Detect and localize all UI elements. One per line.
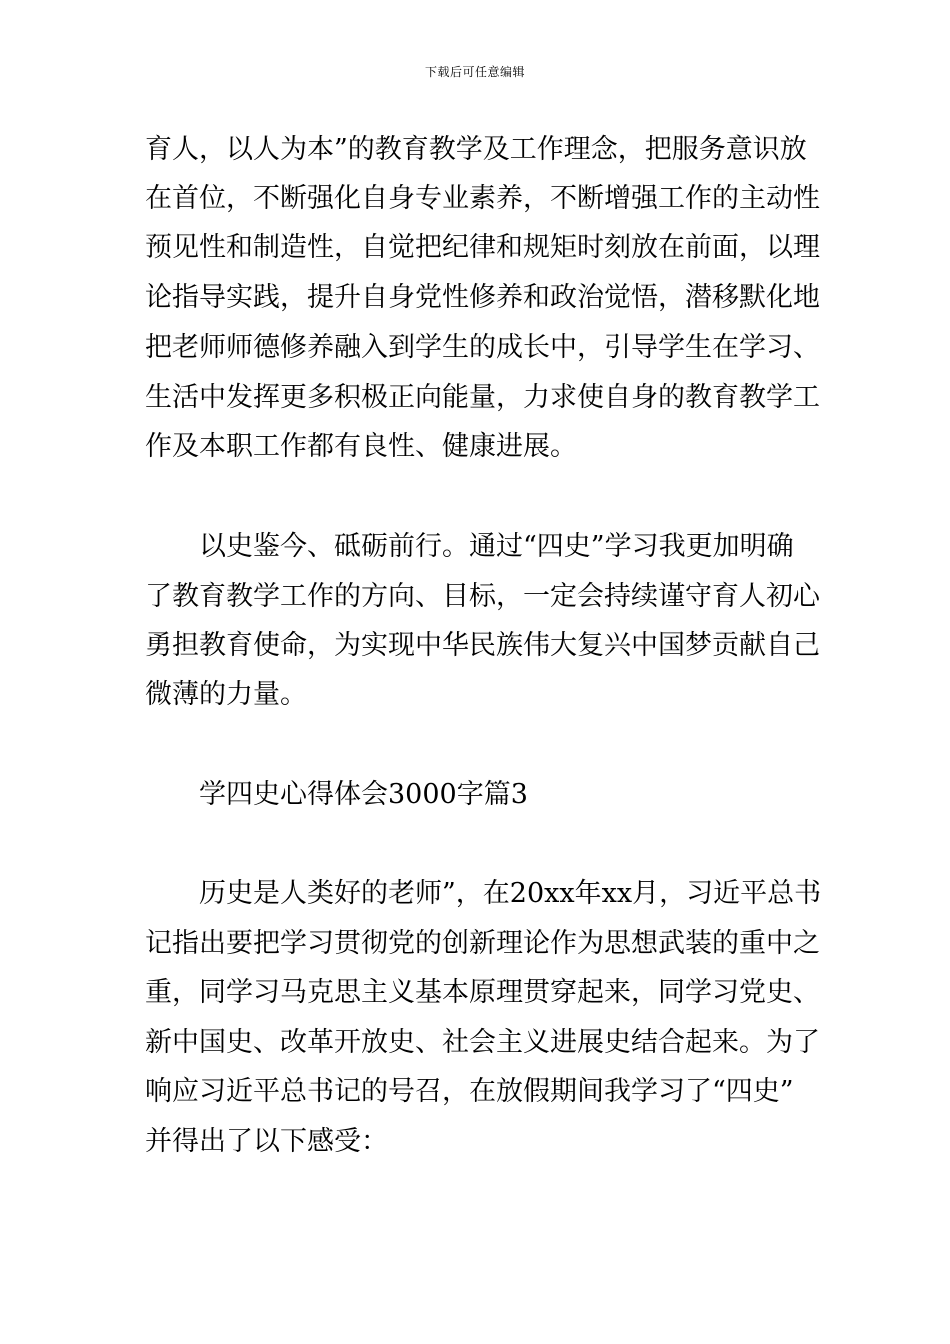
paragraph-line: 育人，以人为本”的教育教学及工作理念，把服务意识放 — [145, 134, 807, 165]
paragraph-line: 勇担教育使命，为实现中华民族伟大复兴中国梦贡献自己 — [145, 630, 820, 661]
paragraph-line: 微薄的力量。 — [145, 679, 307, 710]
paragraph-line: 历史是人类好的老师”，在20xx年xx月，习近平总书 — [199, 878, 822, 909]
page-header: 下载后可任意编辑 — [424, 65, 525, 79]
paragraph-line: 记指出要把学习贯彻党的创新理论作为思想武装的重中之 — [145, 928, 820, 959]
paragraph-line: 把老师师德修养融入到学生的成长中，引导学生在学习、 — [145, 332, 820, 363]
paragraph-line: 论指导实践，提升自身党性修养和政治觉悟，潜移默化地 — [145, 282, 820, 313]
paragraph-line: 重，同学习马克思主义基本原理贯穿起来，同学习党史、 — [145, 977, 820, 1008]
paragraph-line: 新中国史、改革开放史、社会主义进展史结合起来。为了 — [145, 1027, 820, 1058]
paragraph-line: 生活中发挥更多积极正向能量，力求使自身的教育教学工 — [145, 382, 820, 413]
paragraph-line: 以史鉴今、砥砺前行。通过“四史”学习我更加明确 — [199, 531, 794, 562]
section-heading-line: 学四史心得体会3000字篇3 — [199, 779, 528, 810]
paragraph-line: 作及本职工作都有良性、健康进展。 — [145, 431, 577, 462]
paragraph-line: 预见性和制造性，自觉把纪律和规矩时刻放在前面，以理 — [145, 232, 820, 263]
paragraph-line: 在首位，不断强化自身专业素养，不断增强工作的主动性 — [145, 183, 820, 214]
paragraph-line: 响应习近平总书记的号召，在放假期间我学习了“四史” — [145, 1076, 794, 1107]
paragraph-line: 了教育教学工作的方向、目标，一定会持续谨守育人初心 — [145, 581, 820, 612]
paragraph-line: 并得出了以下感受： — [145, 1126, 388, 1157]
